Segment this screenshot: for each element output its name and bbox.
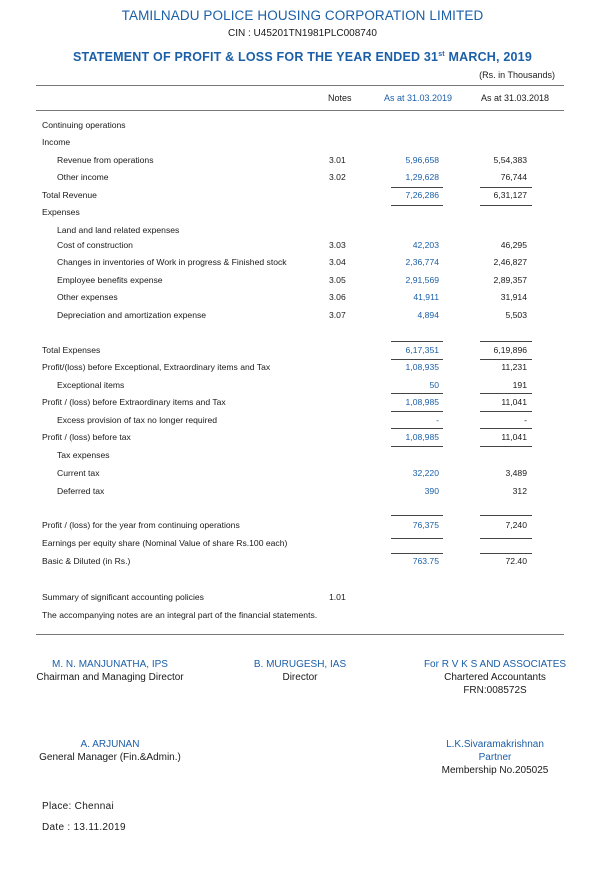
row-value-previous: 191 <box>512 380 527 390</box>
table-row <box>0 292 605 306</box>
signatory-gm-name: A. ARJUNAN <box>80 739 140 750</box>
signatory-chairman-name: M. N. MANJUNATHA, IPS <box>52 659 168 670</box>
column-header-current: As at 31.03.2019 <box>384 93 453 103</box>
header-divider <box>36 85 564 86</box>
row-value-current: 7,26,286 <box>405 190 439 200</box>
row-value-current: 1,08,985 <box>405 432 439 442</box>
row-value-current: 1,08,935 <box>405 362 439 372</box>
signatory-auditor-firm: For R V K S AND ASSOCIATES <box>423 659 567 670</box>
signatory-director <box>235 659 365 683</box>
signatory-partner-title: Partner <box>478 752 512 763</box>
row-value-current: 390 <box>424 486 439 496</box>
row-label: Summary of significant accounting policies <box>42 592 204 602</box>
table-row <box>0 155 605 169</box>
row-value-previous: 6,19,896 <box>493 345 527 355</box>
previous-total-rule <box>480 553 532 554</box>
current-total-rule <box>391 205 443 206</box>
row-value-current: 42,203 <box>412 240 439 250</box>
signatory-auditor-line2: FRN:008572S <box>463 685 527 696</box>
signatory-partner <box>420 739 570 776</box>
previous-total-rule <box>480 393 532 394</box>
row-label: Profit / (loss) for the year from continuing operations <box>42 520 240 530</box>
previous-total-rule <box>480 205 532 206</box>
row-value-previous: 11,231 <box>501 362 527 372</box>
row-label: Excess provision of tax no longer required <box>57 415 218 425</box>
row-label: Total Expenses <box>42 345 101 355</box>
table-row <box>0 432 605 446</box>
table-row <box>0 380 605 394</box>
row-value-current: 32,220 <box>412 468 439 478</box>
current-total-rule <box>391 538 443 539</box>
row-value-current: 1,29,628 <box>405 172 439 182</box>
column-header-previous: As at 31.03.2018 <box>481 93 550 103</box>
row-value-previous: 11,041 <box>501 432 527 442</box>
row-value-previous: 2,89,357 <box>493 275 527 285</box>
row-value-previous: 6,31,127 <box>493 190 527 200</box>
statement-title-prefix: STATEMENT OF PROFIT & LOSS FOR THE YEAR ENDED 31 <box>73 50 439 64</box>
row-note: 3.01 <box>329 155 346 165</box>
row-value-current: 41,911 <box>413 292 439 302</box>
table-row <box>0 240 605 254</box>
row-label: Profit / (loss) before tax <box>42 432 131 442</box>
row-label: Income <box>42 137 71 147</box>
row-note: 3.03 <box>329 240 346 250</box>
date-label: Date : 13.11.2019 <box>42 822 126 833</box>
row-label: Exceptional items <box>57 380 125 390</box>
table-row <box>0 556 605 570</box>
current-total-rule <box>391 393 443 394</box>
row-value-current: 2,91,569 <box>405 275 439 285</box>
row-value-previous: 312 <box>512 486 527 496</box>
statement-title-sup: st <box>438 50 445 58</box>
signatory-chairman <box>30 659 190 683</box>
previous-total-rule <box>480 359 532 360</box>
previous-total-rule <box>480 446 532 447</box>
row-label: Cost of construction <box>57 240 133 250</box>
current-total-rule <box>391 359 443 360</box>
row-value-previous: 31,914 <box>500 292 527 302</box>
table-row <box>0 450 605 464</box>
row-label: Current tax <box>57 468 100 478</box>
table-row <box>0 207 605 221</box>
row-value-previous: - <box>524 415 527 425</box>
table-row <box>0 120 605 134</box>
table-row <box>0 592 605 606</box>
table-row <box>0 486 605 500</box>
table-row <box>0 538 605 552</box>
row-label: Depreciation and amortization expense <box>57 310 207 320</box>
statement-title <box>0 50 605 64</box>
current-total-rule <box>391 411 443 412</box>
row-note: 3.06 <box>329 292 346 302</box>
row-value-current: - <box>436 415 439 425</box>
row-label: Changes in inventories of Work in progress & Finished stock <box>57 257 287 267</box>
signatory-gm <box>30 739 190 763</box>
row-note: 3.07 <box>329 310 346 320</box>
place-label: Place: Chennai <box>42 801 115 812</box>
column-header-notes: Notes <box>328 93 352 103</box>
current-total-rule <box>391 428 443 429</box>
row-label: Other expenses <box>57 292 118 302</box>
row-label: Revenue from operations <box>57 155 154 165</box>
row-label: Other income <box>57 172 109 182</box>
current-total-rule <box>391 553 443 554</box>
table-row <box>0 520 605 534</box>
table-row <box>0 468 605 482</box>
row-label: Expenses <box>42 207 80 217</box>
row-label: Total Revenue <box>42 190 97 200</box>
signatory-partner-name: L.K.Sivaramakrishnan <box>446 739 544 750</box>
current-total-rule <box>391 341 443 342</box>
signatory-director-name: B. MURUGESH, IAS <box>253 659 347 670</box>
previous-total-rule <box>480 515 532 516</box>
previous-total-rule <box>480 538 532 539</box>
previous-total-rule <box>480 341 532 342</box>
statement-title-suffix: MARCH, 2019 <box>444 50 532 64</box>
signatory-auditor <box>420 659 570 696</box>
cin-number: CIN : U45201TN1981PLC008740 <box>228 28 377 39</box>
units-note: (Rs. in Thousands) <box>479 70 555 80</box>
table-row <box>0 345 605 359</box>
table-row <box>0 310 605 324</box>
row-note: 3.04 <box>329 257 346 267</box>
row-value-current: 4,894 <box>417 310 439 320</box>
table-row <box>0 190 605 204</box>
signatory-gm-title: General Manager (Fin.&Admin.) <box>39 752 181 763</box>
row-label: Deferred tax <box>57 486 105 496</box>
current-total-rule <box>391 515 443 516</box>
row-value-previous: 72.40 <box>505 556 527 566</box>
current-total-rule <box>391 187 443 188</box>
row-note: 3.02 <box>329 172 346 182</box>
signatory-chairman-title: Chairman and Managing Director <box>36 672 184 683</box>
row-value-previous: 3,489 <box>505 468 527 478</box>
signatory-director-title: Director <box>282 672 318 683</box>
table-row <box>0 257 605 271</box>
row-label: Continuing operations <box>42 120 126 130</box>
table-row <box>0 610 605 624</box>
table-row <box>0 172 605 186</box>
row-note: 1.01 <box>329 592 346 602</box>
row-value-current: 5,96,658 <box>405 155 439 165</box>
row-value-previous: 5,503 <box>505 310 527 320</box>
table-row <box>0 225 605 239</box>
row-value-previous: 11,041 <box>501 397 527 407</box>
table-row <box>0 362 605 376</box>
row-value-current: 50 <box>429 380 439 390</box>
column-header-divider <box>36 110 564 111</box>
table-bottom-divider <box>36 634 564 635</box>
signatory-auditor-line1: Chartered Accountants <box>444 672 546 683</box>
row-label: Profit / (loss) before Extraordinary items and Tax <box>42 397 226 407</box>
row-label: Basic & Diluted (in Rs.) <box>42 556 131 566</box>
row-value-previous: 2,46,827 <box>493 257 527 267</box>
table-row <box>0 397 605 411</box>
row-value-previous: 46,295 <box>500 240 527 250</box>
signatory-partner-membership: Membership No.205025 <box>441 765 549 776</box>
table-row <box>0 275 605 289</box>
row-label: Tax expenses <box>57 450 110 460</box>
previous-total-rule <box>480 411 532 412</box>
row-value-current: 763.75 <box>412 556 439 566</box>
row-note: 3.05 <box>329 275 346 285</box>
row-value-current: 1,08,985 <box>405 397 439 407</box>
row-value-current: 6,17,351 <box>405 345 439 355</box>
row-value-previous: 76,744 <box>500 172 527 182</box>
row-value-previous: 5,54,383 <box>493 155 527 165</box>
row-label: The accompanying notes are an integral part of the financial statements. <box>42 610 318 620</box>
previous-total-rule <box>480 428 532 429</box>
row-label: Profit/(loss) before Exceptional, Extraordinary items and Tax <box>42 362 271 372</box>
row-value-previous: 7,240 <box>505 520 527 530</box>
row-label: Land and land related expenses <box>57 225 180 235</box>
company-name: TAMILNADU POLICE HOUSING CORPORATION LIMITED <box>121 8 484 23</box>
row-value-current: 2,36,774 <box>405 257 439 267</box>
row-label: Employee benefits expense <box>57 275 163 285</box>
current-total-rule <box>391 446 443 447</box>
table-row <box>0 415 605 429</box>
row-label: Earnings per equity share (Nominal Value of share Rs.100 each) <box>42 538 288 548</box>
previous-total-rule <box>480 187 532 188</box>
row-value-current: 76,375 <box>412 520 439 530</box>
table-row <box>0 137 605 151</box>
